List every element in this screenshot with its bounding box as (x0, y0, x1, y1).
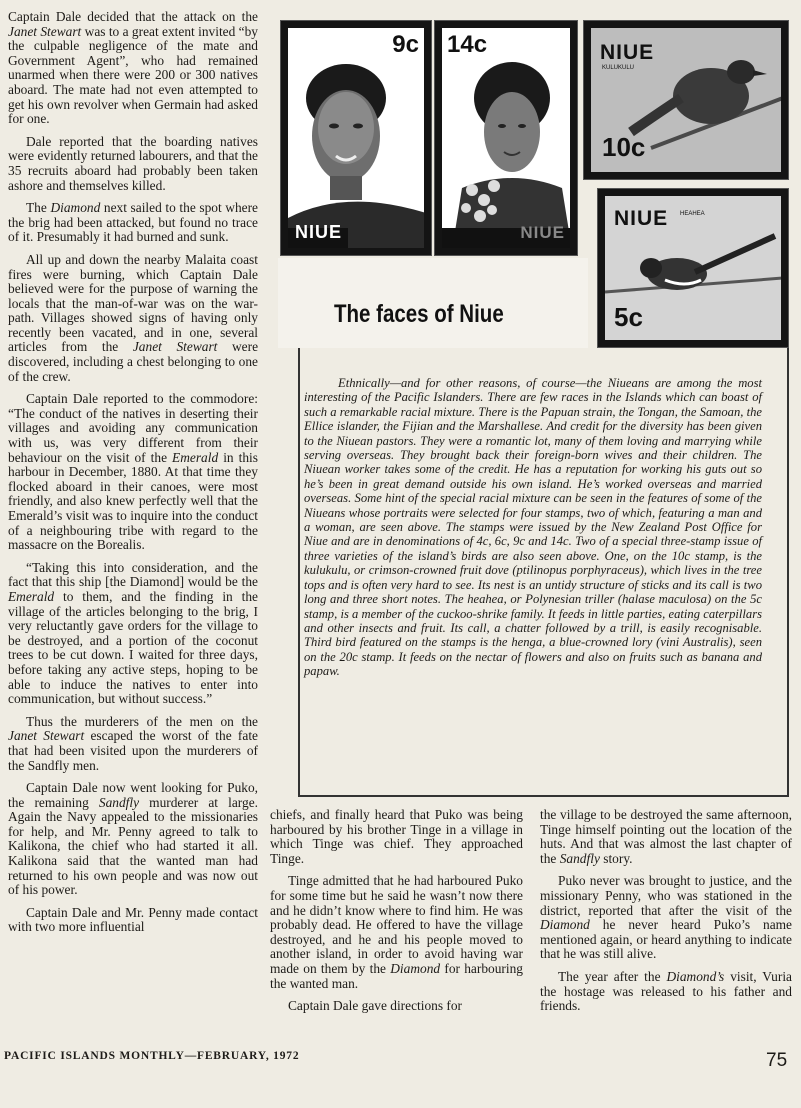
paragraph (540, 874, 792, 962)
paragraph-text: Captain Dale decided that the attack on the (8, 9, 258, 24)
woman-portrait-image (442, 28, 570, 248)
stamp-bird-name: HEAHEA (680, 211, 705, 217)
stamp-country: NIUE (295, 222, 343, 242)
paragraph (8, 253, 258, 384)
paragraph-italic: Janet Stewart (8, 728, 85, 744)
footer-masthead: PACIFIC ISLANDS MONTHLY—FEBRUARY, 1972 (4, 1050, 300, 1062)
paragraph (540, 970, 792, 1014)
paragraph-italic: Janet Stewart (8, 23, 82, 39)
paragraph (8, 10, 258, 127)
paragraph (8, 561, 258, 707)
paragraph-text: in this harbour in December, 1880. At that time they flocked aboard in their canoes, were most friendly, and also knew perfectly well that the Emerald’s visit was to inquire into the conduct of a neighbouring tribe with regard to the massacre on the Borealis. (8, 449, 258, 553)
paragraph-text: Tinge admitted that he had harboured Puko for some time but he said he wasn’t now there and he didn’t know where to find him. He was probably dead. He offered to have the village destroyed, and he and his people moved to another island, in order to avoid having war made on them by the (270, 873, 523, 976)
paragraph-text: was to a great extent invited “by the culpable negligence of the mate and Government Agent”, who had remained unarmed when there were 200 or 300 natives aboard. The mate had not even attempted to get his own revolver when Germain had asked for one. (8, 23, 258, 127)
paragraph (8, 715, 258, 773)
stamp-denomination: 9c (392, 31, 419, 58)
stamp-country: NIUE (520, 223, 565, 242)
paragraph-text: the village to be destroyed the same afternoon, Tinge himself pointing out the location of the huts. And that was almost the last chapter of the (540, 807, 792, 866)
stamp-bird-kulukulu (583, 20, 789, 180)
paragraph (270, 808, 523, 866)
paragraph-text: Captain Dale reported to the commodore: “The conduct of the natives in deserting their villages and avoiding any communication with us, was very different from their behaviour on the visit of the (8, 391, 258, 465)
paragraph-text: next sailed to the spot where the brig had been attacked, but found no trace of it. Presumably it had burned and sunk. (8, 200, 259, 245)
paragraph (8, 135, 258, 193)
feature-caption: Ethnically—and for other reasons, of course—the Niueans are among the most interesting of the Pacific Islanders. There are few races in the Islands which can boast of such a remarkable racial mixture. There is the Papuan strain, the Tongan, the Samoan, the Ellice islander, the Fijian and the Marshallese. And credit for the diversity has been given to the Niuean pastors. They were a romantic lot, many of them loving and marrying while serving overseas. They brought back their foreign-born wives and their children. The Niuean worker takes some of the credit. He has a reputation for working his guts out so he’s been in great demand outside his own island. He’s worked overseas and married overseas. Some hint of the special racial mixture can be seen in the features of some of the Niueans whose portraits were selected for four stamps, two of which, featuring a man and a woman, are seen above. The stamps were issued by the New Zealand Post Office for Niue and are in denominations of 4c, 6c, 9c and 14c. Two of a special three-stamp issue of three varieties of the island’s birds are also seen above. One, on the 10c stamp, is the kulukulu, or crimson-crowned fruit dove (ptilinopus porphyraceus), which lives in the tree tops and is often very hard to see. Its nest is an untidy structure of sticks and its call is two long and three short notes. The heahea, or Polynesian triller (halase maculosa) on the 5c stamp, is a member of the cuckoo-shrike family. It feeds in little parties, eating caterpillars and other insects and fruit. Its call, a chatter followed by a trill, is easily recognisable. Third bird featured on the stamps is the henga, a blue-crowned lory (vini Australis), seen on the 20c stamp. It feeds on the nectar of flowers and also on fruits such as banana and papaw. (304, 376, 762, 679)
stamp-denomination: 5c (614, 302, 643, 332)
paragraph-italic: Emerald (8, 588, 55, 604)
paragraph (270, 874, 523, 991)
paragraph-italic: Diamond’s (666, 968, 725, 984)
paragraph-text: Thus the murderers of the men on the (26, 713, 258, 729)
paragraph-italic: Emerald (172, 449, 219, 465)
paragraph-text: “Taking this into consideration, and the fact that this ship [the Diamond] would be the (8, 559, 258, 590)
stamp-portrait-woman (434, 20, 578, 256)
paragraph (8, 392, 258, 553)
paragraph-text: escaped the worst of the fate that had been visited upon the murderers of the Sandfly men. (8, 728, 258, 773)
man-portrait-image (288, 28, 424, 248)
paragraph-italic: Diamond (390, 960, 441, 976)
stamp-country: NIUE (600, 41, 655, 64)
paragraph (8, 201, 258, 245)
article-column-bottom-right (540, 808, 792, 1014)
paragraph-text: Puko never was brought to justice, and the missionary Penny, who was stationed in the district, reported that after the visit of the (540, 873, 792, 918)
paragraph-text: were discovered, including a chest belonging to one of the crew. (8, 339, 259, 384)
paragraph-text: The (26, 200, 51, 216)
stamp-bird-name: KULUKULU (602, 65, 635, 71)
paragraph-italic: Diamond (50, 200, 101, 216)
page-number: 75 (766, 1050, 788, 1071)
paragraph-text: Dale reported that the boarding natives were evidently returned labourers, and that the 35 recruits aboard had probably been taken ashore and themselves killed. (8, 133, 258, 193)
paragraph-text: Captain Dale gave directions for (288, 998, 463, 1014)
stamp-denomination: 14c (447, 31, 488, 58)
paragraph (8, 781, 258, 898)
paragraph-text: to them, and the finding in the village of the articles belonging to the brig, I very reluctantly gave orders for the village to be destroyed, and a portion of the coconut trees to be cut down. I waited for three days, before taking any active steps, hoping to be able to induce the natives to enter into communication, but without success.” (8, 588, 258, 707)
paragraph-text: Captain Dale now went looking for Puko, the remaining (8, 780, 258, 810)
paragraph-text: he never heard Puko’s name mentioned again, or heard anything to indicate that he was still alive. (540, 917, 792, 962)
article-column-left (8, 10, 258, 935)
paragraph (270, 999, 523, 1014)
paragraph-italic: Sandfly (559, 850, 600, 866)
stamp-bird-heahea (597, 188, 789, 348)
paragraph-text: Captain Dale and Mr. Penny made contact with two more influential (8, 904, 258, 935)
stamp-denomination: 10c (602, 132, 646, 162)
stamp-portrait-man (280, 20, 432, 256)
paragraph-text: visit, Vuria the hostage was released to his father and friends. (540, 968, 792, 1014)
article-column-bottom-middle (270, 808, 523, 1014)
paragraph-text: chiefs, and finally heard that Puko was being harboured by his brother Tinge in a village in which Tinge was chief. They approached Tinge. (270, 807, 523, 866)
paragraph (8, 906, 258, 935)
paragraph-italic: Sandfly (98, 794, 140, 810)
paragraph-text: story. (599, 850, 633, 866)
paragraph-text: The year after the (558, 968, 667, 984)
paragraph-text: All up and down the nearby Malaita coast fires were burning, which Captain Dale believed were for the purpose of warning the locals that the man-of-war was on the war-path. Villages showed signs of having only recently been vacated, and in one, several articles from the (8, 251, 258, 355)
paragraph-text: murderer at large. Again the Navy appealed to the missionaries for help, and Mr. Penny agreed to talk to Kalikona, the chief who had started it all. Kalikona said that the wanted man had returned to his own people and was now out of his power. (8, 794, 258, 898)
paragraph-italic: Janet Stewart (132, 339, 218, 355)
feature-title: The faces of Niue (334, 300, 504, 328)
paragraph-text: for harbouring the wanted man. (270, 960, 523, 991)
paragraph-italic: Diamond (540, 917, 590, 933)
paragraph (540, 808, 792, 866)
stamp-country: NIUE (614, 207, 669, 230)
